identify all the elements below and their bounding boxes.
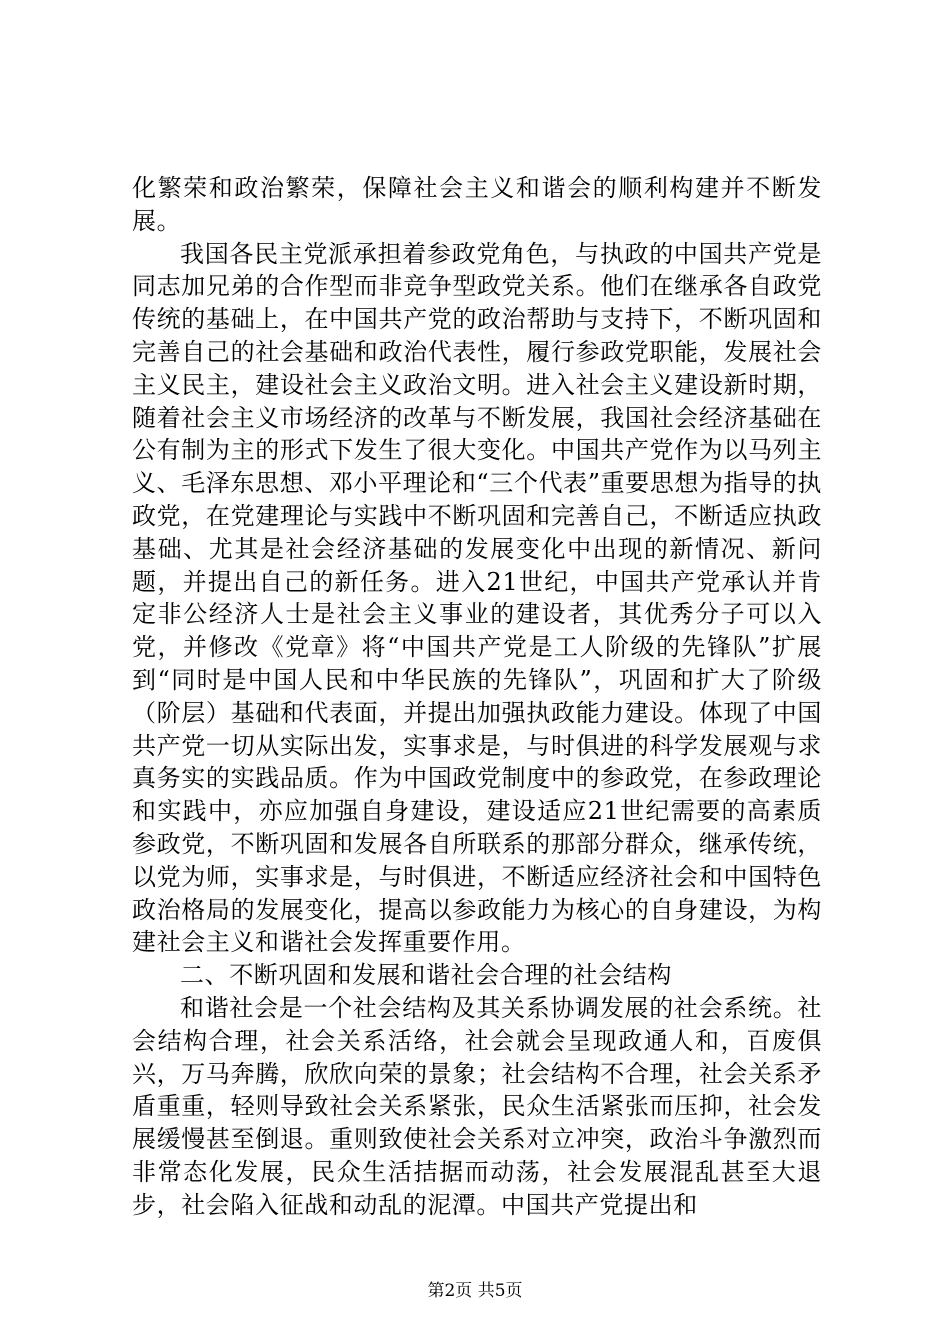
section-heading: 二、不断巩固和发展和谐社会合理的社会结构 (180, 961, 672, 990)
paragraph-democratic-parties: 我国各民主党派承担着参政党角色，与执政的中国共产党是同志加兄弟的合作型而非竞争型政党关系。他们在继承各自政党传统的基础上，在中国共产党的政治帮助与支持下，不断巩固和完善自己的社会基础和政治代表性，履行参政党职能，发展社会主义民主，建设社会主义政治文明。进入社会主义建设新时期，随着社会主义市场经济的改革与不断发展，我国社会经济基础在公有制为主的形式下发生了很大变化。中国共产党作为以马列主义、毛泽东思想、邓小平理论和“三个代表”重要思想为指导的执政党，在党建理论与实践中不断巩固和完善自己，不断适应执政基础、尤其是社会经济基础的发展变化中出现的新情况、新问题，并提出自己的新任务。进入21世纪，中国共产党承认并肯定非公经济人士是社会主义事业的建设者，其优秀分子可以入党，并修改《党章》将“中国共产党是工人阶级的先锋队”扩展到“同时是中国人民和中华民族的先锋队”，巩固和扩大了阶级（阶层）基础和代表面，并提出加强执政能力建设。体现了中国共产党一切从实际出发，实事求是，与时俱进的科学发展观与求真务实的实践品质。作为中国政党制度中的参政党，在参政理论和实践中，亦应加强自身建设，建设适应21世纪需要的高素质参政党，不断巩固和发展各自所联系的那部分群众，继承传统，以党为师，实事求是，与时俱进，不断适应经济社会和中国特色政治格局的发展变化，提高以参政能力为核心的自身建设，为构建社会主义和谐社会发挥重要作用。 (132, 239, 822, 957)
paragraph-continuation: 化繁荣和政治繁荣，保障社会主义和谐会的顺利构建并不断发展。 (132, 174, 822, 235)
document-body (132, 172, 822, 1222)
paragraph-harmonious-society: 和谐社会是一个社会结构及其关系协调发展的社会系统。社会结构合理，社会关系活络，社会就会呈现政通人和，百废俱兴，万马奔腾，欣欣向荣的景象；社会结构不合理，社会关系矛盾重重，轻则导致社会关系紧张，民众生活紧张而压抑，社会发展缓慢甚至倒退。重则致使社会关系对立冲突，政治斗争激烈而非常态化发展，民众生活拮据而动荡，社会发展混乱甚至大退步，社会陷入征战和动乱的泥潭。中国共产党提出和 (132, 993, 822, 1219)
page-number-footer: 第2页 共5页 (427, 1281, 523, 1301)
